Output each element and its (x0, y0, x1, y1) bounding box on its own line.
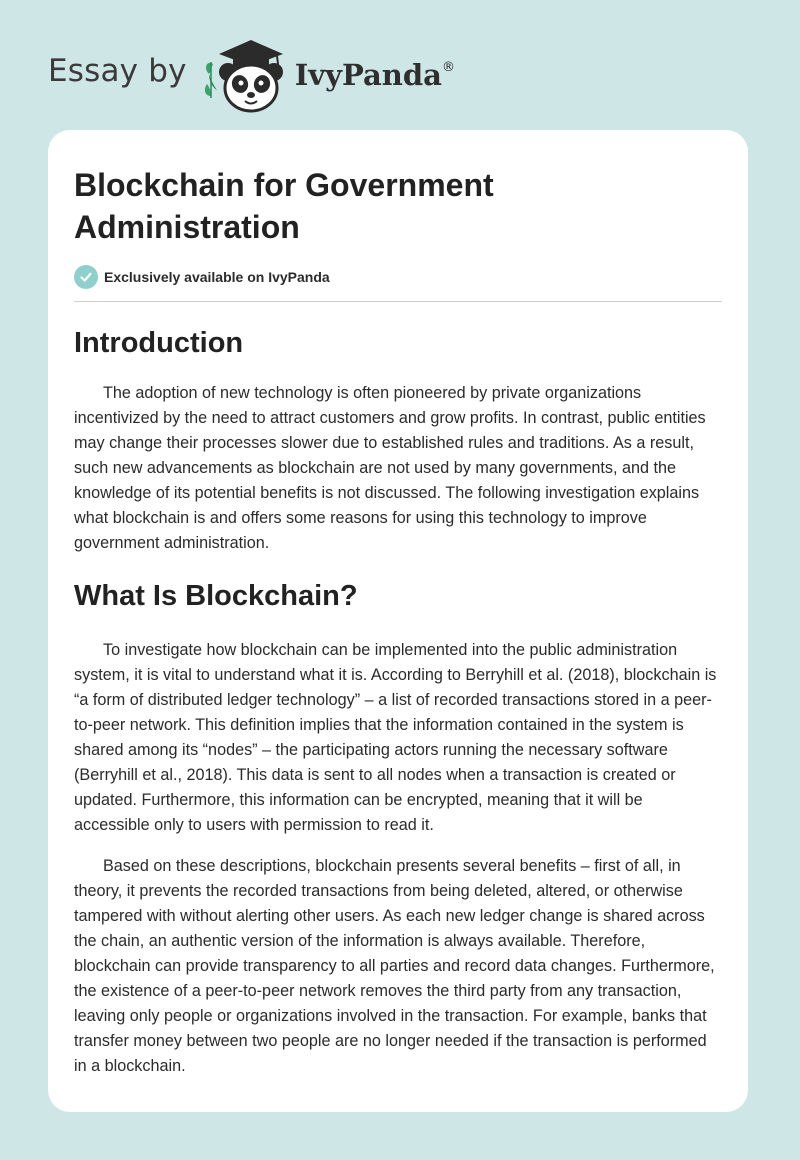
paragraph: The adoption of new technology is often pioneered by private organizations incentivized by the need to attract customers and grow profits. In contrast, public entities may change their processes slower due to established rules and traditions. As a result, such new advancements as blockchain are not used by many governments, and the knowledge of its potential benefits is not discussed. The following investigation explains what blockchain is and offers some reasons for using this technology to improve government administration. (74, 384, 706, 552)
brand-name[interactable] (295, 58, 455, 92)
panda-logo-icon[interactable] (201, 34, 289, 114)
section-heading-introduction: Introduction (74, 327, 244, 359)
site-header (48, 34, 455, 114)
article-card (48, 130, 748, 1112)
article-title: Blockchain for Government Administration (74, 167, 494, 245)
section-heading-what-is-blockchain: What Is Blockchain? (74, 580, 358, 612)
checkmark-circle-icon (74, 265, 98, 289)
registered-mark: ® (441, 60, 455, 75)
exclusive-badge (74, 265, 722, 289)
title-divider (74, 301, 722, 302)
paragraph: Based on these descriptions, blockchain presents several benefits – first of all, in theory, it prevents the recorded transactions from being deleted, altered, or otherwise tampered with without alerting other users. As each new ledger change is shared across the chain, an authentic version of the information is always available. Therefore, blockchain can provide transparency to all parties and record data changes. Furthermore, the existence of a peer-to-peer network removes the third party from any transaction, leaving only people or organizations involved in the transaction. For example, banks that transfer money between two people are no longer needed if the transaction is performed in a blockchain. (74, 857, 715, 1075)
brand-prefix: Essay by (48, 53, 187, 89)
brand-name-text: IvyPanda (294, 58, 442, 92)
badge-text: Exclusively available on IvyPanda (104, 269, 330, 285)
paragraph: To investigate how blockchain can be implemented into the public administration system, it is vital to understand what it is. According to Berryhill et al. (2018), blockchain is “a form of distributed ledger technology” – a list of recorded transactions stored in a peer-to-peer network. This definition implies that the information contained in the system is shared among its “nodes” – the participating actors running the necessary software (Berryhill et al., 2018). This data is sent to all nodes when a transaction is created or updated. Furthermore, this information can be encrypted, meaning that it will be accessible only to users with permission to read it. (74, 641, 717, 834)
